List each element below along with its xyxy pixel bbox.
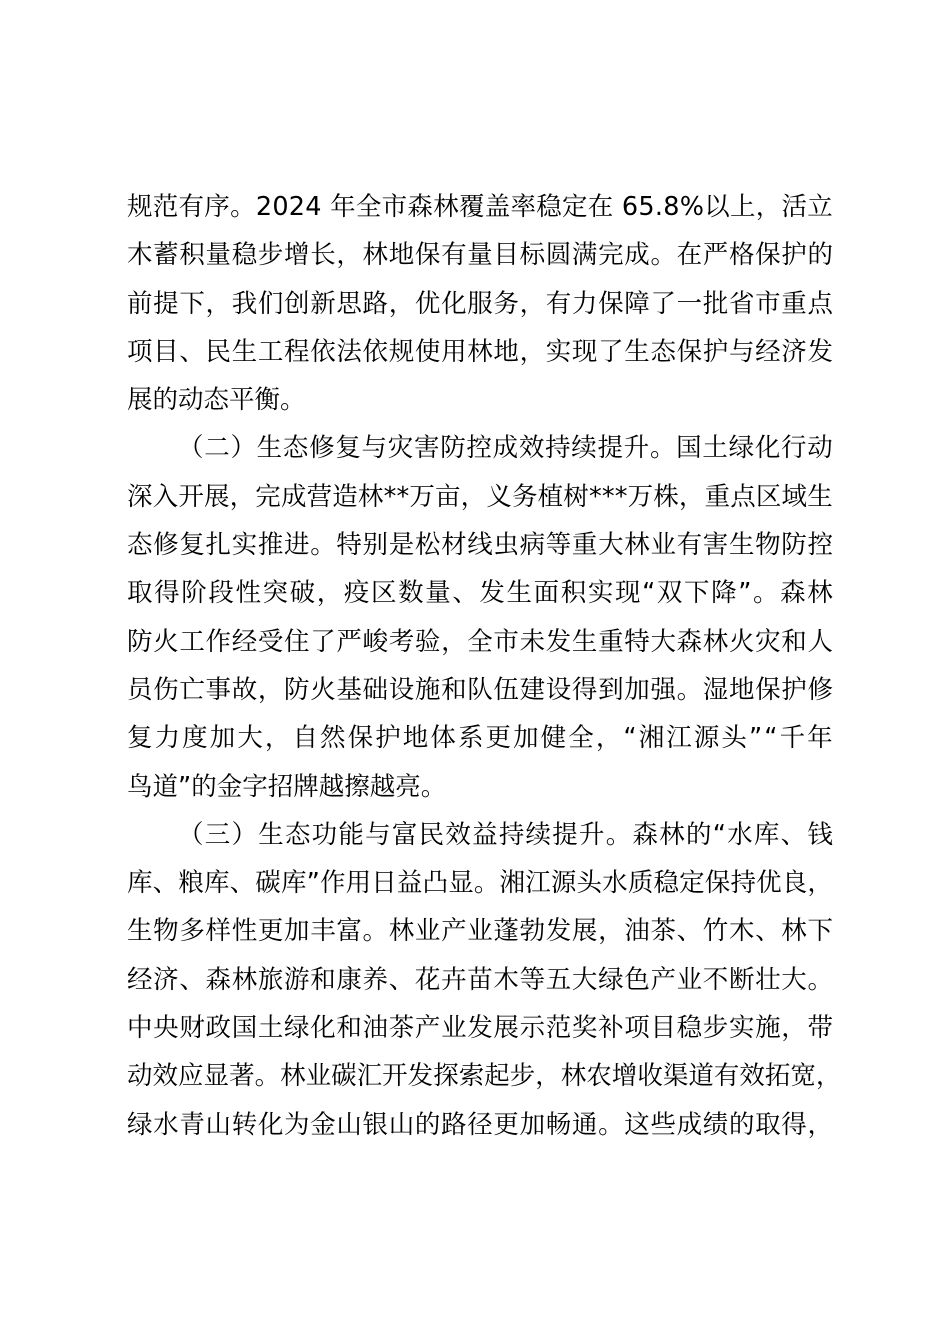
text-line: 员 伤 亡 事 故 ， 防 火 基 础 设 施 和 队 伍 建 设 得 到 加 强 。 湿 地 保 护 修 (127, 674, 833, 705)
text-line: 复 力 度 加 大 ， 自 然 保 护 地 体 系 更 加 健 全 ， “ 湘 江 源 头 ” “ 千 年 (127, 723, 833, 754)
text-line (127, 376, 833, 424)
text-line: 生 物 多 样 性 更 加 丰 富 。 林 业 产 业 蓬 勃 发 展 ， 油 茶 、 竹 木 、 林 下 (127, 916, 833, 947)
text-line: （ 二 ） 生 态 修 复 与 灾 害 防 控 成 效 持 续 提 升 。 国 土 绿 化 行 动 (178, 433, 833, 464)
text-line: 防 火 工 作 经 受 住 了 严 峻 考 验 ， 全 市 未 发 生 重 特 大 森 林 火 灾 和 人 (127, 626, 833, 657)
text-line: 态 修 复 扎 实 推 进 。 特 别 是 松 材 线 虫 病 等 重 大 林 业 有 害 生 物 防 控 (127, 530, 833, 561)
text-line: 库 、 粮 库 、 碳 库 ” 作 用 日 益 凸 显 。 湘 江 源 头 水 质 稳 定 保 持 优 良 ， (127, 868, 833, 899)
text-line: 项 目 、 民 生 工 程 依 法 依 规 使 用 林 地 ， 实 现 了 生 态 保 护 与 经 济 发 (127, 336, 833, 367)
text-line: 木 蓄 积 量 稳 步 增 长 ， 林 地 保 有 量 目 标 圆 满 完 成 。 在 严 格 保 护 的 (127, 240, 833, 271)
body-text (127, 183, 842, 1149)
text-line (127, 763, 833, 811)
text-line-content: 鸟道”的金字招牌越擦越亮。 (127, 771, 447, 802)
text-line: 规 范 有 序 。 2 0 2 4 年 全 市 森 林 覆 盖 率 稳 定 在 6 5 . 8 % 以 上 ， 活 立 (127, 192, 833, 222)
text-line: 中 央 财 政 国 土 绿 化 和 油 茶 产 业 发 展 示 范 奖 补 项 目 稳 步 实 施 ， 带 (127, 1013, 833, 1044)
text-line-content: 展的动态平衡。 (127, 385, 306, 416)
text-line: 深 入 开 展 ， 完 成 营 造 林 * * 万 亩 ， 义 务 植 树 * * * 万 株 ， 重 点 区 域 生 (127, 481, 833, 512)
text-line: （ 三 ） 生 态 功 能 与 富 民 效 益 持 续 提 升 。 森 林 的 “ 水 库 、 钱 (178, 819, 833, 850)
text-line: 绿 水 青 山 转 化 为 金 山 银 山 的 路 径 更 加 畅 通 。 这 些 成 绩 的 取 得 ， (127, 1109, 833, 1140)
text-line: 经 济 、 森 林 旅 游 和 康 养 、 花 卉 苗 木 等 五 大 绿 色 产 业 不 断 壮 大 。 (127, 964, 833, 995)
text-line: 动 效 应 显 著 。 林 业 碳 汇 开 发 探 索 起 步 ， 林 农 增 收 渠 道 有 效 拓 宽 ， (127, 1061, 842, 1092)
text-line: 取 得 阶 段 性 突 破 ， 疫 区 数 量 、 发 生 面 积 实 现 “ 双 下 降 ” 。 森 林 (127, 578, 833, 609)
text-line: 前 提 下 ， 我 们 创 新 思 路 ， 优 化 服 务 ， 有 力 保 障 了 一 批 省 市 重 点 (127, 288, 833, 319)
